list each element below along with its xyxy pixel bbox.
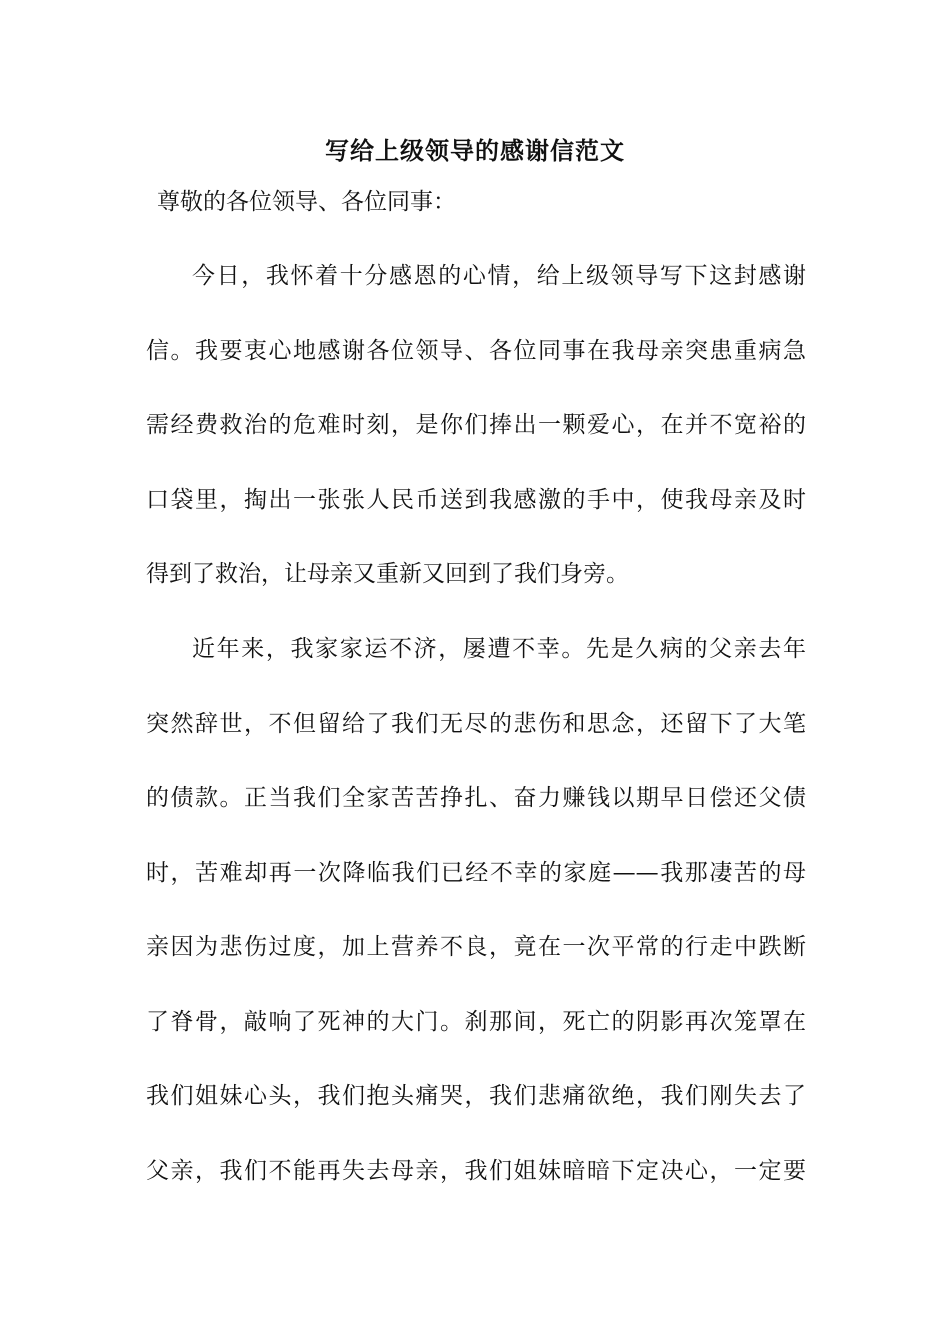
paragraph-line: 我们姐妹心头，我们抱头痛哭，我们悲痛欲绝，我们刚失去了 [146, 1083, 806, 1109]
salutation: 尊敬的各位领导、各位同事： [157, 189, 456, 215]
paragraph-2 [146, 612, 806, 1208]
paragraph-line: 亲因为悲伤过度，加上营养不良，竟在一次平常的行走中跌断 [146, 934, 806, 960]
paragraph-line: 的债款。正当我们全家苦苦挣扎、奋力赚钱以期早日偿还父债 [146, 785, 806, 811]
paragraph-line: 信。我要衷心地感谢各位领导、各位同事在我母亲突患重病急 [146, 337, 806, 364]
page-title: 写给上级领导的感谢信范文 [325, 136, 625, 165]
paragraph-line: 近年来，我家家运不济，屡遭不幸。先是久病的父亲去年 [192, 636, 806, 662]
paragraph-line: 时，苦难却再一次降临我们已经不幸的家庭——我那凄苦的母 [146, 859, 806, 886]
paragraph-line: 了脊骨，敲响了死神的大门。刹那间，死亡的阴影再次笼罩在 [146, 1008, 806, 1035]
paragraph-line: 今日，我怀着十分感恩的心情，给上级领导写下这封感谢 [192, 263, 806, 289]
paragraph-line: 需经费救治的危难时刻，是你们捧出一颗爱心，在并不宽裕的 [146, 412, 806, 438]
paragraph-line: 得到了救治，让母亲又重新又回到了我们身旁。 [146, 561, 629, 587]
paragraph-line: 父亲，我们不能再失去母亲，我们姐妹暗暗下定决心，一定要 [146, 1157, 806, 1184]
paragraph-line: 突然辞世，不但留给了我们无尽的悲伤和思念，还留下了大笔 [146, 710, 806, 737]
paragraph-1 [146, 239, 806, 612]
paragraph-line: 口袋里，掏出一张张人民币送到我感激的手中，使我母亲及时 [146, 486, 806, 513]
